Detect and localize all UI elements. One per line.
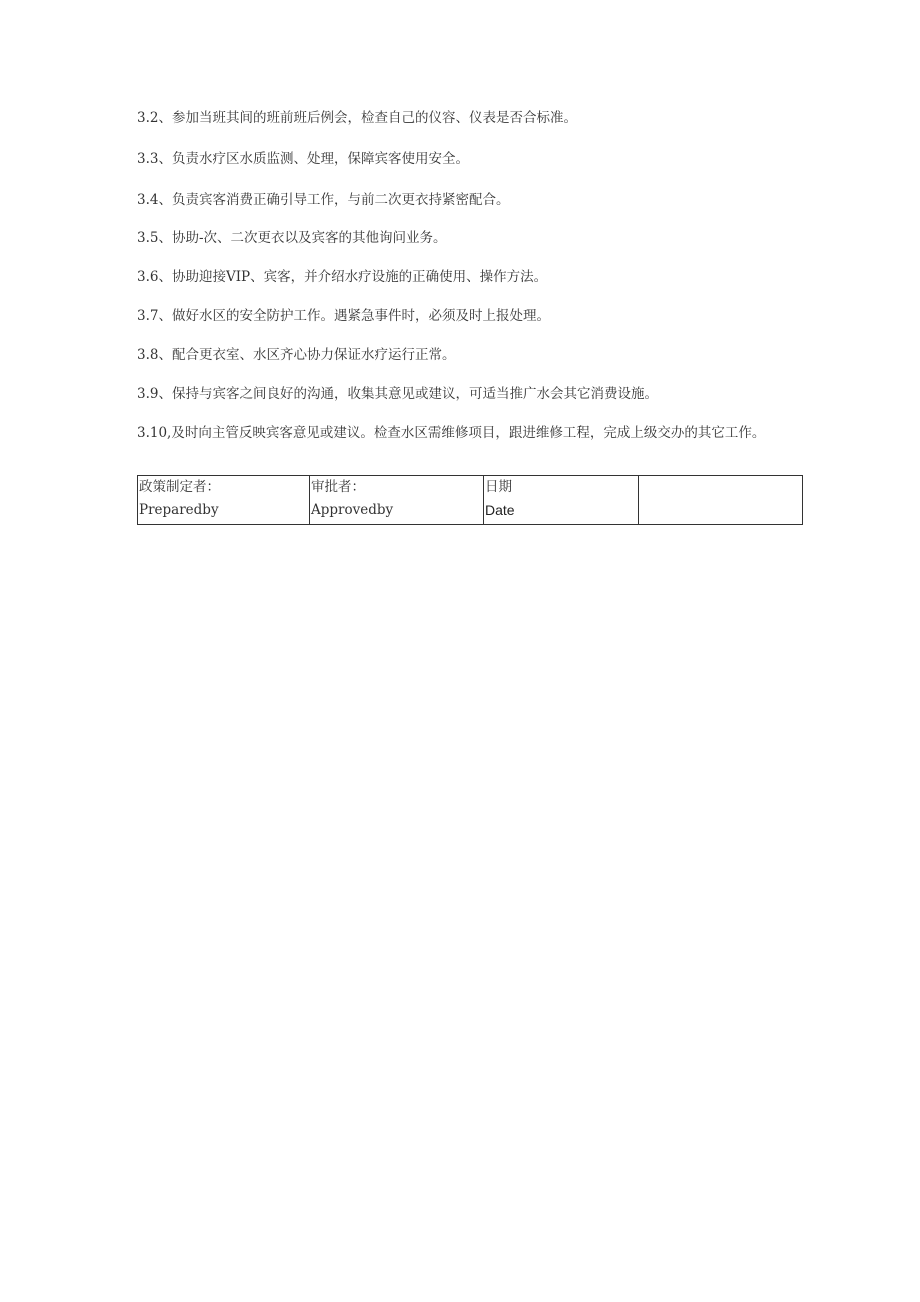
duty-item-3-5: 3.5、协助-次、二次更衣以及宾客的其他询问业务。 — [137, 230, 447, 246]
duty-item-3-2: 3.2、参加当班其间的班前班后例会，检查自己的仪容、仪表是否合标准。 — [137, 110, 577, 126]
date-label-en: Date — [485, 502, 515, 518]
duty-list — [137, 108, 877, 443]
prepared-by-label-zh: 政策制定者： — [139, 479, 220, 495]
date-cell — [484, 476, 639, 525]
signoff-row — [138, 476, 803, 525]
blank-cell — [639, 476, 803, 525]
duty-item-3-7: 3.7、做好水区的安全防护工作。遇紧急事件时，必须及时上报处理。 — [137, 308, 550, 324]
approved-by-cell — [310, 476, 484, 525]
approved-by-label-zh: 审批者： — [311, 479, 365, 495]
prepared-by-label-en: Preparedby — [139, 502, 219, 518]
date-label-zh: 日期 — [485, 479, 512, 495]
duty-item-3-10: 3.10,及时向主管反映宾客意见或建议。检查水区需维修项目，跟进维修工程，完成上级交办的其它工作。 — [137, 425, 766, 441]
duty-item-3-9: 3.9、保持与宾客之间良好的沟通，收集其意见或建议，可适当推广水会其它消费设施。 — [137, 386, 658, 402]
duty-item-3-3: 3.3、负责水疗区水质监测、处理，保障宾客使用安全。 — [137, 151, 469, 167]
duty-item-3-8: 3.8、配合更衣室、水区齐心协力保证水疗运行正常。 — [137, 347, 456, 363]
duty-item-3-6: 3.6、协助迎接VIP、宾客，并介绍水疗设施的正确使用、操作方法。 — [137, 269, 548, 285]
prepared-by-cell — [138, 476, 310, 525]
approved-by-label-en: Approvedby — [311, 502, 394, 518]
signoff-table — [137, 475, 803, 525]
duty-item-3-4: 3.4、负责宾客消费正确引导工作，与前二次更衣持紧密配合。 — [137, 192, 510, 208]
